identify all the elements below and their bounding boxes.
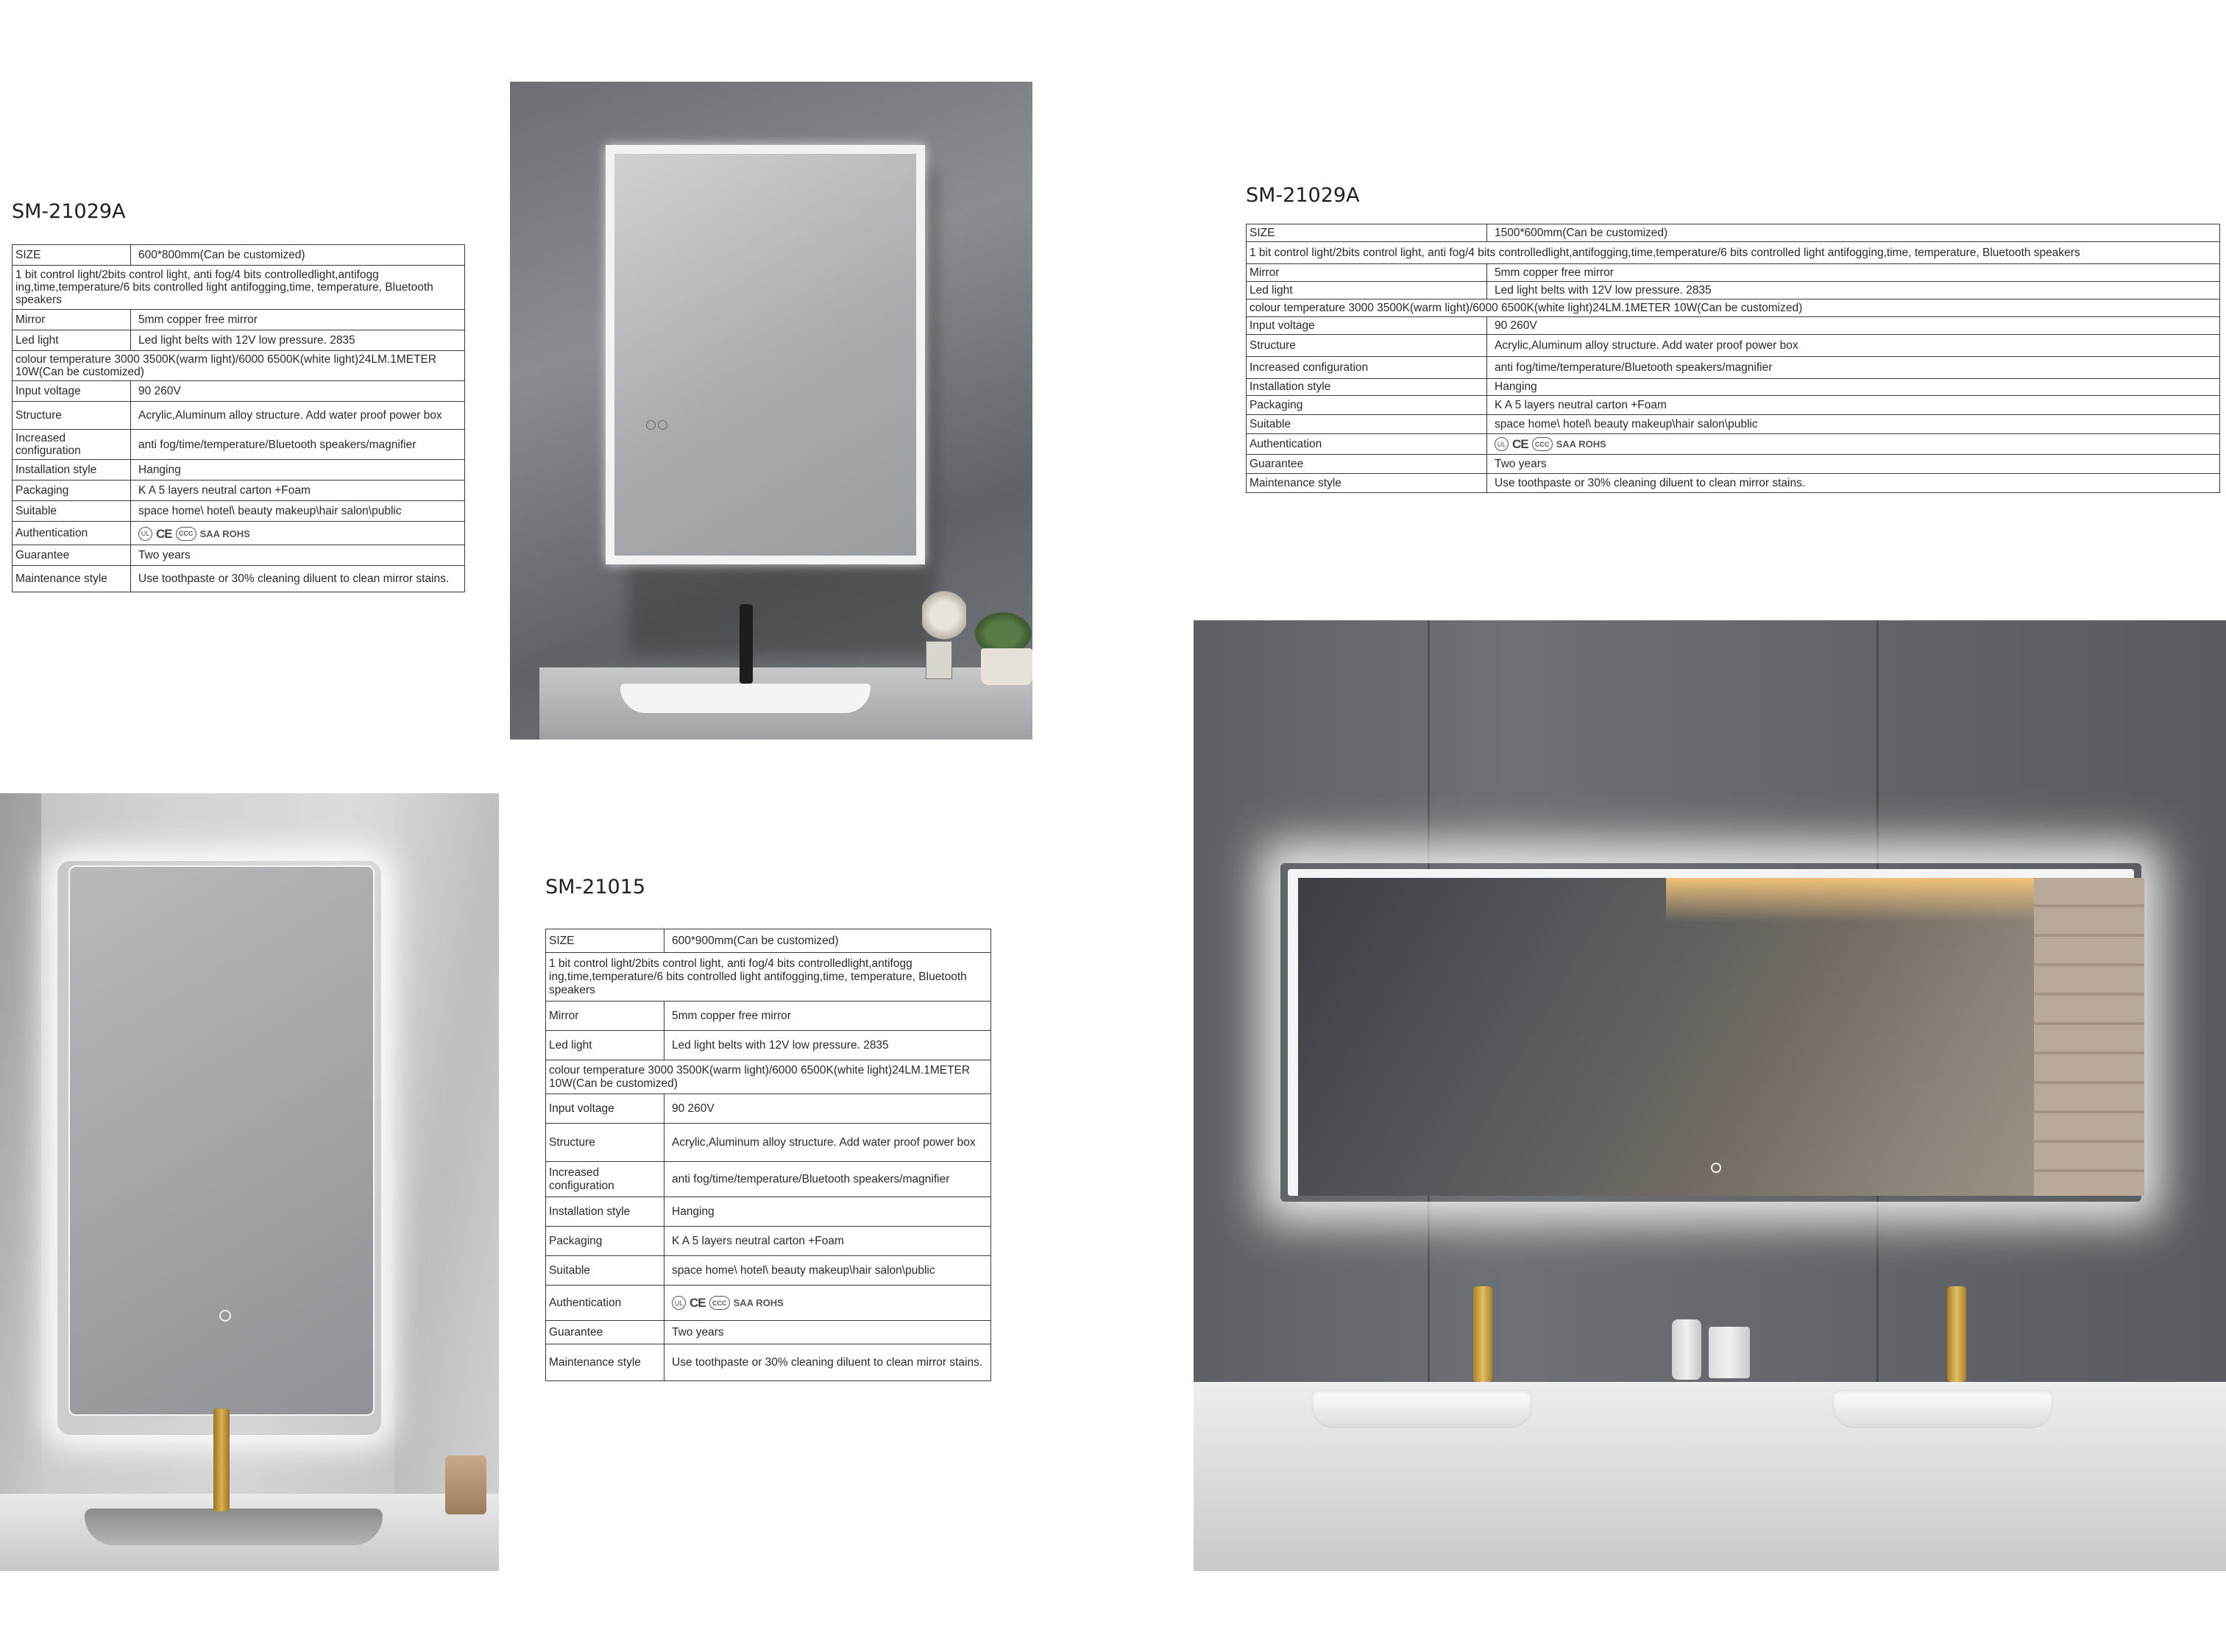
mirror-frame (606, 145, 925, 564)
table-row (13, 545, 465, 566)
table-row (546, 1321, 991, 1344)
spec-label: Mirror (1247, 264, 1487, 282)
table-row (546, 1060, 991, 1094)
table-row (13, 330, 465, 351)
table-row (1247, 282, 2220, 299)
spec-label: Led light (546, 1031, 664, 1060)
ce-mark-icon: CE (1512, 436, 1528, 451)
spec-value: Led light belts with 12V low pressure. 2835 (1487, 282, 2220, 299)
spec-value: Acrylic,Aluminum alloy structure. Add water proof power box (1487, 335, 2220, 357)
table-row (1247, 242, 2220, 264)
certification-marks (131, 522, 465, 545)
table-row (13, 430, 465, 460)
table-row (546, 1031, 991, 1060)
product-photo-wide-mirror (1194, 620, 2226, 1571)
spec-label: Input voltage (546, 1094, 664, 1124)
mirror-surface (68, 865, 375, 1416)
ul-mark-icon: UL (138, 527, 152, 541)
ce-mark-icon: CE (690, 1295, 706, 1310)
spec-label: Guarantee (546, 1321, 664, 1344)
table-row (13, 566, 465, 592)
spec-label: Installation style (13, 460, 131, 481)
spec-value: Led light belts with 12V low pressure. 2835 (664, 1031, 991, 1060)
spec-full-cell: 1 bit control light/2bits control light, anti fog/4 bits controlledlight,antifogg ing,time,temperature/6 bits controlled light antifogging,time, temperature, Bluetooth speakers (13, 266, 465, 310)
certification-marks (664, 1286, 991, 1321)
touch-buttons-icon (646, 420, 670, 429)
spec-value: Hanging (1487, 379, 2220, 396)
spec-table-1 (12, 244, 465, 592)
spec-value: 1500*600mm(Can be customized) (1487, 224, 2220, 242)
spec-label: SIZE (1247, 224, 1487, 242)
table-row (546, 1124, 991, 1162)
table-row (13, 481, 465, 501)
spec-label: Led light (1247, 282, 1487, 299)
spec-value: 600*900mm(Can be customized) (664, 929, 991, 953)
basin-left (1311, 1390, 1532, 1428)
touch-sensor-icon (219, 1310, 231, 1322)
spec-label: Authentication (13, 522, 131, 545)
table-row (1247, 434, 2220, 455)
spec-label: Maintenance style (13, 566, 131, 592)
ccc-mark-icon: CCC (176, 527, 196, 541)
product-photo-rectangular-mirror (510, 82, 1032, 740)
basin (85, 1509, 383, 1545)
spec-value: 600*800mm(Can be customized) (131, 245, 465, 266)
table-row (13, 460, 465, 481)
table-row (546, 1197, 991, 1227)
ccc-mark-icon: CCC (709, 1296, 730, 1310)
table-row (13, 522, 465, 545)
spec-value: Hanging (131, 460, 465, 481)
spec-table-3 (545, 929, 991, 1381)
table-row (13, 310, 465, 330)
spec-label: Increased configuration (546, 1162, 664, 1197)
table-row (1247, 396, 2220, 415)
spec-value: 5mm copper free mirror (664, 1002, 991, 1031)
table-row (546, 1162, 991, 1197)
spec-value: Led light belts with 12V low pressure. 2835 (131, 330, 465, 351)
spec-value: Acrylic,Aluminum alloy structure. Add water proof power box (131, 402, 465, 430)
product-photo-backlit-mirror (0, 793, 499, 1571)
certification-marks (1487, 434, 2220, 455)
spec-value: Use toothpaste or 30% cleaning diluent to clean mirror stains. (664, 1344, 991, 1381)
spec-label: Increased configuration (13, 430, 131, 460)
spec-value: Acrylic,Aluminum alloy structure. Add water proof power box (664, 1124, 991, 1162)
spec-full-cell: colour temperature 3000 3500K(warm light)/6000 6500K(white light)24LM.1METER 10W(Can be customized) (1247, 299, 2220, 317)
spec-label: Installation style (1247, 379, 1487, 396)
spec-label: Structure (1247, 335, 1487, 357)
table-row (1247, 335, 2220, 357)
spec-value: K A 5 layers neutral carton +Foam (664, 1227, 991, 1256)
saa-rohs-mark: SAA ROHS (733, 1297, 784, 1308)
spec-label: Guarantee (13, 545, 131, 566)
spec-label: Structure (546, 1124, 664, 1162)
table-row (546, 1227, 991, 1256)
spec-label: Suitable (13, 501, 131, 522)
faucet-left-icon (1473, 1286, 1492, 1382)
spec-value: K A 5 layers neutral carton +Foam (1487, 396, 2220, 415)
basin-right (1832, 1390, 2053, 1428)
ccc-mark-icon: CCC (1532, 437, 1553, 451)
spec-label: Mirror (13, 310, 131, 330)
faucet-icon (740, 604, 753, 684)
table-row (1247, 264, 2220, 282)
spec-label: Mirror (546, 1002, 664, 1031)
spec-value: Use toothpaste or 30% cleaning diluent to clean mirror stains. (1487, 474, 2220, 493)
spec-value: anti fog/time/temperature/Bluetooth speakers/magnifier (131, 430, 465, 460)
table-row (13, 266, 465, 310)
spec-label: SIZE (546, 929, 664, 953)
table-row (1247, 379, 2220, 396)
spec-label: Increased configuration (1247, 357, 1487, 379)
spec-full-cell: 1 bit control light/2bits control light, anti fog/4 bits controlledlight,antifogg ing,time,temperature/6 bits controlled light antifogging,time, temperature, Bluetooth speakers (546, 953, 991, 1002)
spec-full-cell: colour temperature 3000 3500K(warm light)/6000 6500K(white light)24LM.1METER 10W(Can be customized) (546, 1060, 991, 1094)
spec-value: Two years (1487, 455, 2220, 474)
spec-value: 90 260V (1487, 317, 2220, 335)
table-row (13, 501, 465, 522)
table-row (546, 929, 991, 953)
spec-full-cell: 1 bit control light/2bits control light, anti fog/4 bits controlledlight,antifogging,time,temperature/6 bits controlled light antifogging,time, temperature, Bluetooth speakers (1247, 242, 2220, 264)
spec-full-cell: colour temperature 3000 3500K(warm light)/6000 6500K(white light)24LM.1METER 10W(Can be customized) (13, 351, 465, 381)
table-row (1247, 224, 2220, 242)
ce-mark-icon: CE (156, 526, 172, 541)
table-row (1247, 317, 2220, 335)
table-row (546, 1094, 991, 1124)
spec-label: Packaging (13, 481, 131, 501)
spec-label: Input voltage (13, 381, 131, 402)
spec-value: Use toothpaste or 30% cleaning diluent to clean mirror stains. (131, 566, 465, 592)
table-row (546, 953, 991, 1002)
table-row (1247, 455, 2220, 474)
spec-label: Guarantee (1247, 455, 1487, 474)
table-row (1247, 474, 2220, 493)
table-row (1247, 415, 2220, 434)
spec-label: SIZE (13, 245, 131, 266)
touch-sensor-icon (1711, 1163, 1721, 1173)
model-title-1: SM-21029A (12, 200, 126, 223)
spec-value: 5mm copper free mirror (1487, 264, 2220, 282)
spec-label: Structure (13, 402, 131, 430)
model-title-2: SM-21029A (1246, 184, 1360, 207)
faucet-right-icon (1947, 1286, 1966, 1382)
spec-label: Authentication (1247, 434, 1487, 455)
spec-label: Led light (13, 330, 131, 351)
table-row (13, 245, 465, 266)
spec-value: 90 260V (664, 1094, 991, 1124)
mirror-surface (1298, 878, 2144, 1196)
saa-rohs-mark: SAA ROHS (1556, 438, 1606, 450)
spec-label: Suitable (546, 1256, 664, 1286)
table-row (13, 351, 465, 381)
table-row (1247, 299, 2220, 317)
spec-value: K A 5 layers neutral carton +Foam (131, 481, 465, 501)
ul-mark-icon: UL (672, 1296, 686, 1310)
spec-value: space home\ hotel\ beauty makeup\hair salon\public (131, 501, 465, 522)
table-row (546, 1256, 991, 1286)
spec-label: Packaging (546, 1227, 664, 1256)
spec-value: space home\ hotel\ beauty makeup\hair salon\public (1487, 415, 2220, 434)
spec-value: Two years (131, 545, 465, 566)
spec-table-2 (1246, 224, 2220, 493)
basin (620, 684, 871, 713)
table-row (546, 1002, 991, 1031)
spec-label: Maintenance style (546, 1344, 664, 1381)
saa-rohs-mark: SAA ROHS (199, 528, 250, 539)
spec-label: Packaging (1247, 396, 1487, 415)
table-row (13, 381, 465, 402)
spec-value: 5mm copper free mirror (131, 310, 465, 330)
ul-mark-icon: UL (1495, 437, 1509, 451)
spec-label: Installation style (546, 1197, 664, 1227)
table-row (546, 1344, 991, 1381)
table-row (13, 402, 465, 430)
table-row (546, 1286, 991, 1321)
spec-label: Input voltage (1247, 317, 1487, 335)
spec-value: anti fog/time/temperature/Bluetooth speakers/magnifier (1487, 357, 2220, 379)
table-row (1247, 357, 2220, 379)
spec-label: Authentication (546, 1286, 664, 1321)
spec-value: Hanging (664, 1197, 991, 1227)
spec-value: 90 260V (131, 381, 465, 402)
spec-value: Two years (664, 1321, 991, 1344)
spec-value: anti fog/time/temperature/Bluetooth speakers/magnifier (664, 1162, 991, 1197)
model-title-3: SM-21015 (545, 876, 646, 898)
faucet-icon (213, 1408, 230, 1511)
spec-value: space home\ hotel\ beauty makeup\hair salon\public (664, 1256, 991, 1286)
spec-label: Suitable (1247, 415, 1487, 434)
spec-label: Maintenance style (1247, 474, 1487, 493)
